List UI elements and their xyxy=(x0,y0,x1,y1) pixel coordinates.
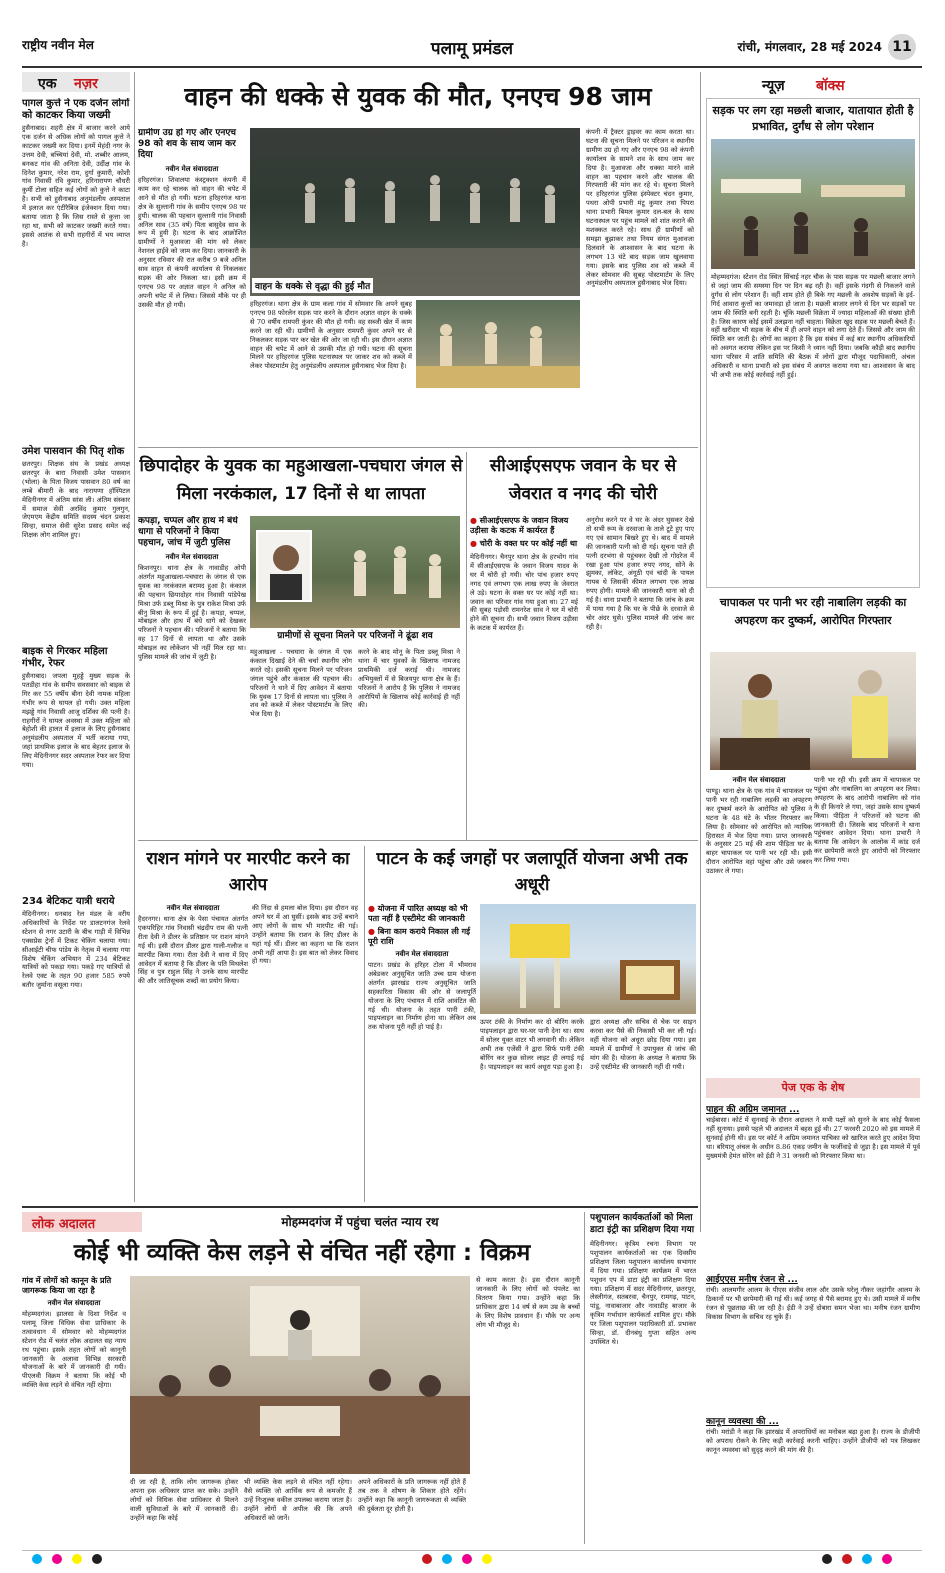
lok-adalat-kicker: मोहम्मदगंज में पहुंचा चलंत न्याय रथ xyxy=(281,1215,439,1229)
shesh-column xyxy=(706,1104,920,1524)
brief-body: हुसैनाबाद। शहरी क्षेत्र में बाजार करने आये एक दर्जन से अधिक लोगों को पागल कुत्ते ने काटकर जख्मी कर दिया। इनमें मेहंदी नगर के उत्तम देवी, बच्चियां देवी, मो. शब्बीर आलम, बनकट गांव की अनिता देवी, उर्दीक्ष गांव के दिनेश कुमार, नरेश राम, दुर्गा कुमारी, कोशी गांव निवासी रवि कुमार, हरिनारायण चौधरी कुर्मी टोला सहित कई लोगों को कुत्ते ने काटा है। सभी को हुसैनाबाद अनुमंडलीय अस्पताल में इलाज कर एंटीरैबिज इंजेक्शन दिया गया। बताया जाता है कि जिस रास्ते से कुत्ता जा रहा था, सभी को काटकर जख्मी करते गया। इससे आतंक से सभी राहगीरों में भय व्याप्त है। xyxy=(22,124,130,248)
ration-headline: राशन मांगने पर मारपीट करने का आरोप xyxy=(146,849,350,895)
cisf-body-2: अनुरोध करने पर वे घर के अंदर घुसकर देखे तो सभी रूम के दरवाजा के ताले टूटे हुए पाए गए एवं सामान बिखरे हुए थे। बाद में मामले की जानकारी पत्नी को दी गई। सूचना पाते ही पत्नी दरभंगा से पहुंचकर देखी तो गोदरेज में रखा हुआ पांच हजार रुपए नगद, सोने के झुमका, लॉकेट, अंगूठी एवं चांदी के पायल गायब थे जिसकी कीमत लगभग एक लाख रुपए होगी। मामले की जानकारी थाना को दी गई है। थाना प्रभारी ने बताया कि जांच के क्रम में पाया गया है कि घर के पीछे के दरवाजे से चोर अंदर घुसे। पुलिस मामले की जांच कर रही है। xyxy=(586,516,694,631)
brief-body: हुसैनाबाद। जपला मुहड्डे मुख्य सड़क के पतडीहा गांव के समीप सवसवार को बाइक से गिर कर 55 वर्षीय बीना देवी नामक महिला गंभीर रूप से घायल हो गयी। उक्त महिला मझड्डे गांव निवासी आजु दर्शिका की पत्नी है। राहगीरों ने घायल अवस्था में उक्त महिला को बेहोशी की हालत में इलाज के लिए हुसैनाबाद अनुमंडलीय अस्पताल में भर्ती कराया गया, जहां प्राथमिक इलाज के बाद बेहतर इलाज के लिए मेदिनीनगर सदर अस्पताल रेफर कर दिया गया। xyxy=(22,672,130,770)
color-dot xyxy=(822,1554,832,1564)
chhipadohar-headline: छिपादोहर के युवक का महुआखला-पचघारा जंगल से मिला नरकंकाल, 17 दिनों से था लापता xyxy=(139,456,463,504)
lok-adalat-photo xyxy=(130,1276,470,1474)
lok-adalat-col-1 xyxy=(22,1276,126,1546)
lok-adalat-body: मोहम्मदगंज। झालसा के दिशा निर्देश व पलामू जिला विधिक सेवा प्राधिकार के तत्वावधान में सोमवार को मोहम्मदगंज स्टेशन रोड में चलंत लोक अदालत सह न्याय रथ पहुंचा। इसके तहत लोगों को कानूनी जानकारी के अलावा विभिन्न सरकारी योजनाओं के बारे में जानकारी दी गयी। पीएलवी विक्रम ने बताया कि कोई भी व्यक्ति केस लड़ने से वंचित नहीं रहेगा। xyxy=(22,1310,126,1390)
patan-point: ● बिना काम कराये निकाल ली गई पूरी राशि xyxy=(368,927,476,947)
color-dot xyxy=(72,1554,82,1564)
photo-caption: ग्रामीणों से सूचना मिलने पर परिजनों ने ढूंढा शव xyxy=(277,631,433,641)
color-dot xyxy=(52,1554,62,1564)
shesh-label: पेज एक के शेष xyxy=(781,1081,845,1094)
lok-adalat-headline: कोई भी व्यक्ति केस लड़ने से वंचित नहीं रहेगा : विक्रम xyxy=(73,1240,531,1266)
chhipadohar-left-column xyxy=(138,516,246,836)
lok-adalat-label-bar xyxy=(22,1212,142,1232)
patan-point: ● योजना में पारित अध्यक्ष को भी पता नहीं है एस्टीमेट की जानकारी xyxy=(368,904,476,924)
pashupalan-headline: पशुपालन कार्यकर्ताओं को मिला डाटा इंट्री का प्रशिक्षण दिया गया xyxy=(590,1213,695,1235)
color-dot xyxy=(462,1554,472,1564)
cisf-body: मेदिनीनगर। चैनपुर थाना क्षेत्र के हरभोग गांव में सीआईएसएफ के जवान विजय यादव के घर में चोरी हो गयी। चोर पांच हजार रुपए नगद एवं लगभग एक लाख रुपए के जेवरात ले उड़े। घटना के वक्त घर पर कोई नहीं था। जवान का परिवार गांव गया हुआ था। 27 मई की सुबह पड़ोसी रामनरेश साव ने घर में चोरी होने की सूचना दी। सभी जवान विजय उड़ीसा के कटक में कार्यरत हैं। xyxy=(470,553,578,633)
ration-body: हैदरनगर। थाना क्षेत्र के पेसा पंचायत अंतर्गत एकपरिहिर गांव निवासी चंद्रदीप राम की पत्नी रीता देवी ने डीलर के प्रतिष्ठान पर राशन मांगने गई थी। इसी दौरान डीलर द्वारा गाली-गलौज व मारपीट किया गया। रीता देवी ने थाना में दिए आवेदन में बताया है कि डीलर के पति मिथलेश सिंह व पुत्र राहुल सिंह ने उनके साथ मारपीट की और जातिसूचक शब्दों का प्रयोग किया। xyxy=(138,915,248,986)
ration-col-1 xyxy=(138,904,248,1204)
color-dot xyxy=(882,1554,892,1564)
chhipadohar-body: किशनपुर। थाना क्षेत्र के नावाडीह ओपी अंतर्गत महुआखला-पचघारा के जंगल से एक युवक का नरकंकाल बरामद हुआ है। कंकाल की पहचान छिपादोहर गांव निवासी पांडेपेख मिश्रा उर्फ डब्लू मिश्रा के पुत्र राकेश मिश्रा उर्फ बीनु मिश्रा के रूप में हुई है। कपड़ा, चप्पल, मोबाइल और हाथ में बंधे धागे को देखकर परिजनों ने पहचान की। परिजनों ने बताया कि वह 17 दिनों से लापता था और उसके मोबाइल का लोकेशन भी नहीं मिल रहा था। पुलिस मामले की जांच में जुटी है। xyxy=(138,564,246,662)
lok-adalat-body-4: अपने अधिकारों के प्रति जागरूक नहीं होते हैं तब तक वे शोषण के शिकार होते रहेंगे। उन्होंने कहा कि कानूनी जागरूकता से व्यक्ति की दुर्बलता दूर होती है। xyxy=(358,1478,466,1513)
patan-body-3: द्वारा अध्यक्ष और सचिव से चेक पर साइन करवा कर पैसे की निकासी भी कर ली गई। वहीं योजना को अधूरा छोड़ दिया गया। इस मामले में ग्रामीणों ने उपायुक्त से जांच की मांग की है। योजना के अध्यक्ष ने बताया कि उन्हें एस्टीमेट की जानकारी नहीं दी गयी। xyxy=(590,1018,696,1071)
chhipadohar-body-2: महुआखला - पचघारा के जंगल में एक कंकाल दिखाई देने की चर्चा स्थानीय लोग करते रहे। इसकी सूचना मिलने पर परिजन जंगल पहुंचे और कंकाल की पहचान की। परिजनों ने थाने में दिए आवेदन में बताया कि युवक 17 दिनों से लापता था। पुलिस ने शव को कब्जे में लेकर पोस्टमार्टम के लिए भेज दिया है। xyxy=(250,648,352,719)
byline: नवीन मेल संवाददाता xyxy=(165,165,219,173)
news-box-body: मोहम्मदगंज। स्टेशन रोड स्थित सिंचाई नहर चौक के पास सड़क पर मछली बाजार लगने से जहां जाम की समस्या दिन पर दिन बढ़ रही है। वहीं इसके गंदगी से निकलने वाले दुर्गंध से लोग परेशान हैं। वहीं शाम होते ही बिके गए मछली के अवशेष सड़कों के इर्द-गिर्द आवारा कुत्तों का जमावड़ा हो जाता है। मछली बाजार लगने से दिन भर सड़कों पर जाम की स्थिति बनी रहती है। चूंकि मछली विक्रेता में ज्यादा महिलाओं की संख्या होती है। जिस कारण कोई इसमें उलझना नहीं चाहता। विक्रेता खुद सड़क पर मछली बेचते हैं। वहीं खरीदार भी सड़क के बीच में ही अपने वाहन को लगा देते हैं। जिससे और जाम की स्थिति बन जाती है। लोगों का कहना है कि इस संबंध में कई बार स्थानीय अधिकारियों को अवगत कराया लेकिन इस पर किसी ने ध्यान नहीं दिया। जबकि कौड़ी बाद स्थानीय थाना परिसर में शांति समिति की बैठक में लोगों द्वारा मौजूद पदाधिकारी, अंचल अधिकारी व थाना प्रभारी को इस संबंध में अवगत कराया गया था। आश्वासन के बाद भी अभी तक कोई कार्रवाई नहीं हुई। xyxy=(711,273,915,379)
news-box-headline: सड़क पर लग रहा मछली बाजार, यातायात होती है प्रभावित, दुर्गंध से लोग परेशान xyxy=(712,104,914,133)
masthead xyxy=(22,32,922,66)
page-number: 11 xyxy=(888,34,916,60)
shesh-title: कानून व्यवस्था की ... xyxy=(706,1417,779,1427)
water-tank-photo xyxy=(480,904,696,1014)
lead-body-2: कंपनी में ट्रैक्टर ड्राइवर का काम करता था। घटना की सूचना मिलने पर परिजन व स्थानीय ग्रामीण उग्र हो गए और एनएच 98 को कंपनी कार्यालय के सामने शव के साथ जाम कर दिया है। मुआवजा और धक्का मारने वाले वाहन का पहचान करने और चालक की गिरफ्तारी की मांग कर रहे थे। सूचना मिलने पर हरिहरगंज पुलिस इंस्पेक्टर चंदन कुमार, पथरा ओपी प्रभारी मंटू कुमार तथा पिपरा थाना प्रभारी बिमल कुमार दल-बल के साथ घटनास्थल पर पहुंच मामले को शांत कराने की मशक्कत करते रहे। साथ ही ग्रामीणों को समझा बुझाकर तथा नियम संगत मुआवजा दिलवाने के आश्वासन के बाद घटना के लगभग 13 घंटे बाद सड़क जाम खुलवाया गया। इसके बाद पुलिस शव को कब्जे में लेकर सोमवार की सुबह पोस्टमार्टम के लिए अनुमंडलीय अस्पताल हुसैनाबाद भेज दिया। xyxy=(586,128,694,288)
chapakal-headline: चापाकल पर पानी भर रही नाबालिग लड़की का अपहरण कर दुष्कर्म, आरोपित गिरफ्तार xyxy=(719,596,907,627)
brief-body: छतरपुर। शिक्षक संघ के प्रखंड अध्यक्ष छतरपुर के बारा निवासी उमेश पासवान (भोला) के पिता विजय पासवान 80 वर्ष का लम्बे बीमारी के बाद नारायणा हॉस्पिटल मेदिनीनगर में अंतिम सांस ली। अंतिम संस्कार में समाज सेवी अरविंद कुमार गुलगुन, जेएमएम केंद्रीय समिति सदस्य चंदन प्रकाश सिन्हा, समाज सेवी सुरेश प्रसाद समेत कई शिक्षक लोग शामिल हुए। xyxy=(22,460,130,540)
ek-nazar-column xyxy=(22,98,130,1196)
lok-adalat-body-3: भी व्यक्ति केस लड़ने से वंचित नहीं रहेगा। वैसे व्यक्ति जो आर्थिक रूप से कमजोर हैं उन्हें निःशुल्क वकील उपलब्ध कराया जाता है। उन्होंने लोगों से अपील की कि अपने अधिकारों को जानें। xyxy=(244,1478,352,1522)
cisf-left-column xyxy=(470,516,578,836)
byline: नवीन मेल संवाददाता xyxy=(165,553,219,561)
news-box-label-b: बॉक्स xyxy=(816,78,845,94)
shesh-title: पाहन की अग्रिम जमानत ... xyxy=(706,1105,800,1115)
color-dot xyxy=(92,1554,102,1564)
skeleton-site-photo xyxy=(250,516,460,628)
photo-caption: वाहन के धक्के से वृद्धा की हुई मौत xyxy=(252,278,373,293)
people-illustration xyxy=(416,300,580,388)
chhipadohar-subhead: कपड़ा, चप्पल और हाथ में बंधे धागा से परिजनों ने किया पहचान, जांच में जुटी पुलिस xyxy=(138,516,238,548)
shesh-label-bar xyxy=(706,1078,920,1098)
market-illustration xyxy=(711,139,915,269)
meeting-illustration xyxy=(130,1276,470,1474)
date-line: रांची, मंगलवार, 28 मई 2024 xyxy=(737,40,882,54)
news-box xyxy=(706,98,920,588)
byline: नवीन मेल संवाददाता xyxy=(395,950,449,958)
cisf-point: ● चोरी के वक्त घर पर कोई नहीं था xyxy=(470,539,578,549)
ration-body-2: की निंदा से हमला बोल दिया। इस दौरान वह अपने घर में आ घुसीं। इसके बाद उन्हें बचाने आए लोगों के साथ भी मारपीट की गई। उन्होंने बताया कि राशन के लिए डीलर के यहां गई थीं। डीलर का कहना था कि राशन अभी नहीं आया है। इस बात को लेकर विवाद हो गया। xyxy=(252,904,358,966)
shesh-body: चाईबासा। कोर्ट में सुनवाई के दौरान अदालत ने सभी पक्षों को सुनने के बाद कोई फैसला नहीं सुनाया। इससे पहले भी अदालत में बहस हुई थी। 27 फरवरी 2020 को इस मामले में सुनवाई होनी थी। इस पर कोर्ट ने अग्रिम जमानत याचिका को खारिज करते हुए आदेश दिया था। बरियातू अंचल के अधीन 8.86 एकड़ जमीन के फर्जीवाड़े से जुड़ा है। इस मामले में पूर्व मुख्यमंत्री हेमंत सोरेन को ईडी ने 31 जनवरी को गिरफ्तार किया था। xyxy=(706,1116,920,1160)
lead-subhead: ग्रामीण उग्र हो गए और एनएच 98 को शव के साथ जाम कर दिया xyxy=(138,128,237,160)
chhipadohar-body-3: करने के बाद मोनू के पिता डब्लू मिश्रा ने थाना में चार युवकों के खिलाफ नामजद प्राथमिकी दर्ज कराई थी। नामजद अभियुक्तों में से बिजयपुर थाना क्षेत्र के हैं। परिजनों ने आरोप है कि पुलिस ने नामजद आरोपियों के खिलाफ कोई कार्रवाई ही नहीं की। xyxy=(358,648,460,710)
lok-adalat-body-5: से काम करता है। इस दौरान कानूनी जानकारी के लिए लोगों को पंपलेट का वितरण किया गया। उन्होंने कहा कि प्राधिकार द्वारा 14 वर्ष से कम उम्र के बच्चों के लिए विशेष प्रावधान हैं। मौके पर अन्य लोग भी मौजूद थे। xyxy=(476,1276,580,1329)
pashupalan-column xyxy=(590,1212,696,1544)
color-dot xyxy=(32,1554,42,1564)
lead-body: हरिहरगंज। शिवालया कंस्ट्रक्शन कंपनी में काम कर रहे चालक को वाहन की चपेट में आने से मौत हो गयी। घटना हरिहरगंज थाना क्षेत्र के सुल्तानी गांव के समीप एनएच 98 पर हुयी। चालक की पहचान सुल्तानी गांव निवासी अनिल साव (35 वर्ष) पिता बासुदेव साव के रूप में हुयी है। घटना के बाद आक्रोशित ग्रामीणों ने मुआवजा की मांग को लेकर नेशनल हाईवे को जाम कर दिया। जानकारी के अनुसार रविवार की रात करीब 9 बजे अनिल साव वाहन से कंपनी कार्यालय से निकलकर सड़क की ओर निकला था। इसी क्रम में एनएच 98 पर अज्ञात वाहन ने अनिल को अपनी चपेट में ले लिया। जिससे मौके पर ही उसकी मौत हो गयी। xyxy=(138,176,246,309)
byline: नवीन मेल संवाददाता xyxy=(732,776,786,784)
masthead-rule xyxy=(22,66,922,68)
lok-adalat-body-2: दी जा रही है, ताकि लोग जागरूक होकर अपना हक अधिकार प्राप्त कर सके। उन्होंने लोगों को विधिक सेवा प्राधिकार से मिलने वाली सुविधाओं के बारे में जानकारी दी। उन्होंने कहा कि कोई xyxy=(130,1478,238,1522)
accident-photo xyxy=(416,300,580,388)
chapakal-body: पाण्डू। थाना क्षेत्र के एक गांव में चापाकल पर पानी भर रही नाबालिग लड़की का अपहरण कर दुष्कर्म करने के आरोपित को पुलिस ने घटना के 48 घंटे के भीतर गिरफ्तार कर लिया है। सोमवार को आरोपित को न्यायिक हिरासत में भेज दिया गया। प्राप्त जानकारी के अनुसार 25 मई की शाम पीड़िता घर के बाहर चापाकल पर पानी भर रही थी। इसी दौरान आरोपित वहां पहुंचा और उसे जबरन उठाकर ले गया। xyxy=(706,787,812,876)
color-dot xyxy=(442,1554,452,1564)
inset-body: हरिहरगंज। थाना क्षेत्र के ग्राम कला गांव में सोमवार कि अपने सुबह एनएच 98 फोरलेन सड़क पार करने के दौरान अज्ञात वाहन के धक्के से 70 वर्षीय रामपरी कुंवर की मौत हो गयी। वह सब्जी खेत में काम करने जा रही थी। ग्रामीणों के अनुसार रामपरी कुंवर अपने घर से निकलकर सड़क पार कर खेत की ओर जा रही थी। इस दौरान अज्ञात वाहन की चपेट में आने से उसकी मौत हो गयी। घटना की सूचना मिलने पर हरिहरगंज पुलिस घटनास्थल पर जाकर शव को कब्जे में लेकर पोस्टमार्टम हेतु अनुमंडलीय अस्पताल हुसैनाबाद भेज दिया है। xyxy=(250,300,412,371)
brief-title: बाइक से गिरकर महिला गंभीर, रेफर xyxy=(22,646,108,669)
ek-nazar-label-b: नज़र xyxy=(74,76,98,92)
patan-col-1 xyxy=(368,904,476,1202)
brief-title: उमेश पासवान की पितृ शोक xyxy=(22,446,125,457)
patan-body-2: ऊपर टंकी के निर्माण कर दो बोरिंग करके पाइपलाइन द्वारा घर-घर पानी देना था। साथ में सोलर युक्त वाटर भी लगवानी थी। लेकिन अभी तक एजेंसी ने द्वारा सिर्फ पानी टंकी बोरिंग कर कुछ सोलर लाइट ही लगाई गई है। पाइपलाइन का कार्य अधूरा पड़ा हुआ है। xyxy=(480,1018,584,1071)
byline: नवीन मेल संवाददाता xyxy=(166,904,220,912)
shesh-title: आईएएस मनीष रंजन से ... xyxy=(706,1275,798,1285)
news-box-label-a: न्यूज़ xyxy=(762,78,785,94)
brief-title: पागल कुत्ते ने एक दर्जन लोगों को काटकर किया जख्मी xyxy=(22,98,130,121)
color-dot xyxy=(862,1554,872,1564)
color-dot xyxy=(842,1554,852,1564)
lead-photo xyxy=(250,128,580,296)
byline: नवीन मेल संवाददाता xyxy=(47,1299,101,1307)
fish-market-photo xyxy=(711,139,915,269)
arrest-illustration xyxy=(710,652,916,770)
news-box-label xyxy=(706,72,920,96)
paper-name: राष्ट्रीय नवीन मेल xyxy=(22,38,94,52)
brief-title: 234 बेटिकट यात्री धराये xyxy=(22,896,115,907)
lead-headline: वाहन की धक्के से युवक की मौत, एनएच 98 जाम xyxy=(184,82,652,111)
registration-marks xyxy=(22,1553,922,1565)
water-tank-illustration xyxy=(480,904,696,1014)
lok-adalat-subhead: गांव में लोगों को कानून के प्रति जागरूक किया जा रहा है xyxy=(22,1276,112,1295)
section-title: पलामू प्रमंडल xyxy=(430,39,514,59)
patan-headline: पाटन के कई जगहों पर जलापूर्ति योजना अभी तक अधूरी xyxy=(376,849,688,895)
crowd-illustration xyxy=(250,128,580,296)
cisf-point: ● सीआईएसएफ के जवान विजय उड़ीसा के कटक में कार्यरत हैं xyxy=(470,516,578,536)
patan-body: पाटन। प्रखंड के हरिहर टोला में भीमराव अंबेडकर अनुसूचित जाति उच्च ग्राम योजना अंतर्गत झारखंड राज्य अनुसूचित जाति सहकारिता विकास की ओर से जलापूर्ति योजना के लिए पंचायत में राशि आवंटित की गई थी। योजना के तहत पानी टंकी, पाइपलाइन का निर्माण होना था। लेकिन अब तक योजना पूरी नहीं हो पाई है। xyxy=(368,961,476,1032)
color-dot xyxy=(482,1554,492,1564)
ek-nazar-label: एक नज़र xyxy=(22,72,130,92)
pashupalan-body: मेदिनीनगर। कृत्रिम रचना विभाग पर पशुपालन कार्यकर्ताओं का एक दिवसीय प्रशिक्षण जिला पशुपालन कार्यालय सभागार में दिया गया। प्रशिक्षण कार्यक्रम में भारत पशुधन एप में डाटा इंट्री का प्रशिक्षण दिया गया। प्रशिक्षण में सदर मेदिनीनगर, छतरपुर, लेस्लीगंज, सतबरवा, चैनपुर, रामगढ़, पाटन, पांडू, नावाबाजार और नावाडीह बाजार के कृत्रिम गर्भाधान कार्यकर्ता शामिल हुए। मौके पर जिला पशुपालन पदाधिकारी डॉ. प्रभाकर सिन्हा, डॉ. दीनबंधु गुप्ता सहित अन्य उपस्थित थे। xyxy=(590,1240,696,1346)
shesh-body: रांची। मरांडी ने कहा कि झारखंड में अपराधियों का मनोबल बढ़ा हुआ है। राज्य के डीजीपी को अपराध रोकने के लिए कड़ी कार्रवाई करनी चाहिए। उन्होंने डीजीपी को पत्र लिखकर कानून व्यवस्था को सुदृढ़ करने की मांग की है। xyxy=(706,1428,920,1454)
chapakal-body-2: पानी भर रही थी। इसी क्रम में चापाकल पर पहुंचा और नाबालिग का अपहरण कर लिया। अपहरण के बाद आरोपी नाबालिग को गांव के ही किनारे ले गया, जहां उसके साथ दुष्कर्म किया। पीड़िता ने परिजनों को घटना की जानकारी दी। जिसके बाद परिजनों ने थाना पहुंचकर आवेदन दिया। थाना प्रभारी ने बताया कि आवेदन के आलोक में कांड दर्ज कर छापेमारी करते हुए आरोपी को गिरफ्तार कर लिया गया। xyxy=(814,776,920,865)
shesh-body: रांची। आलमगीर आलम के पीएस संजीव लाल और उसके घरेलू नौकर जहांगीर आलम के ठिकानों पर भी छापेमारी की गई थी। कई जगह से पैसे बरामद हुए थे। उसी मामले में मनीष रंजन से पूछताछ की जा रही है। ईडी ने उन्हें दोबारा समन भेजा था। मनीष रंजन ग्रामीण विकास विभाग के सचिव रह चुके हैं। xyxy=(706,1286,920,1321)
arrest-photo xyxy=(710,652,916,770)
chapakal-col-1 xyxy=(706,776,812,1072)
cisf-headline: सीआईएसएफ जवान के घर से जेवरात व नगद की चोरी xyxy=(489,456,677,504)
villagers-illustration xyxy=(250,516,460,628)
lead-left-column xyxy=(138,128,246,446)
color-dot xyxy=(422,1554,432,1564)
brief-body: मेदिनीनगर। धनबाद रेल मंडल के वरीय अधिकारियों के निर्देश पर डालटनगंज रेलवे स्टेशन से नगर उटारी के बीच गाड़ी में विभिन्न एक्सप्रेस ट्रेनों में टिकट चेकिंग चलाया गया। सीआईटी चीफ पांडेय के नेतृत्व में चलाया गया विशेष चेकिंग अभियान में 234 बेटिकट यात्रियों को पकड़ा गया। पकड़े गए यात्रियों से रेलवे एक्ट के तहत 90 हजार 585 रुपये बतौर जुर्माना वसूला गया। xyxy=(22,910,130,990)
lok-adalat-label: लोक अदालत xyxy=(32,1217,96,1232)
